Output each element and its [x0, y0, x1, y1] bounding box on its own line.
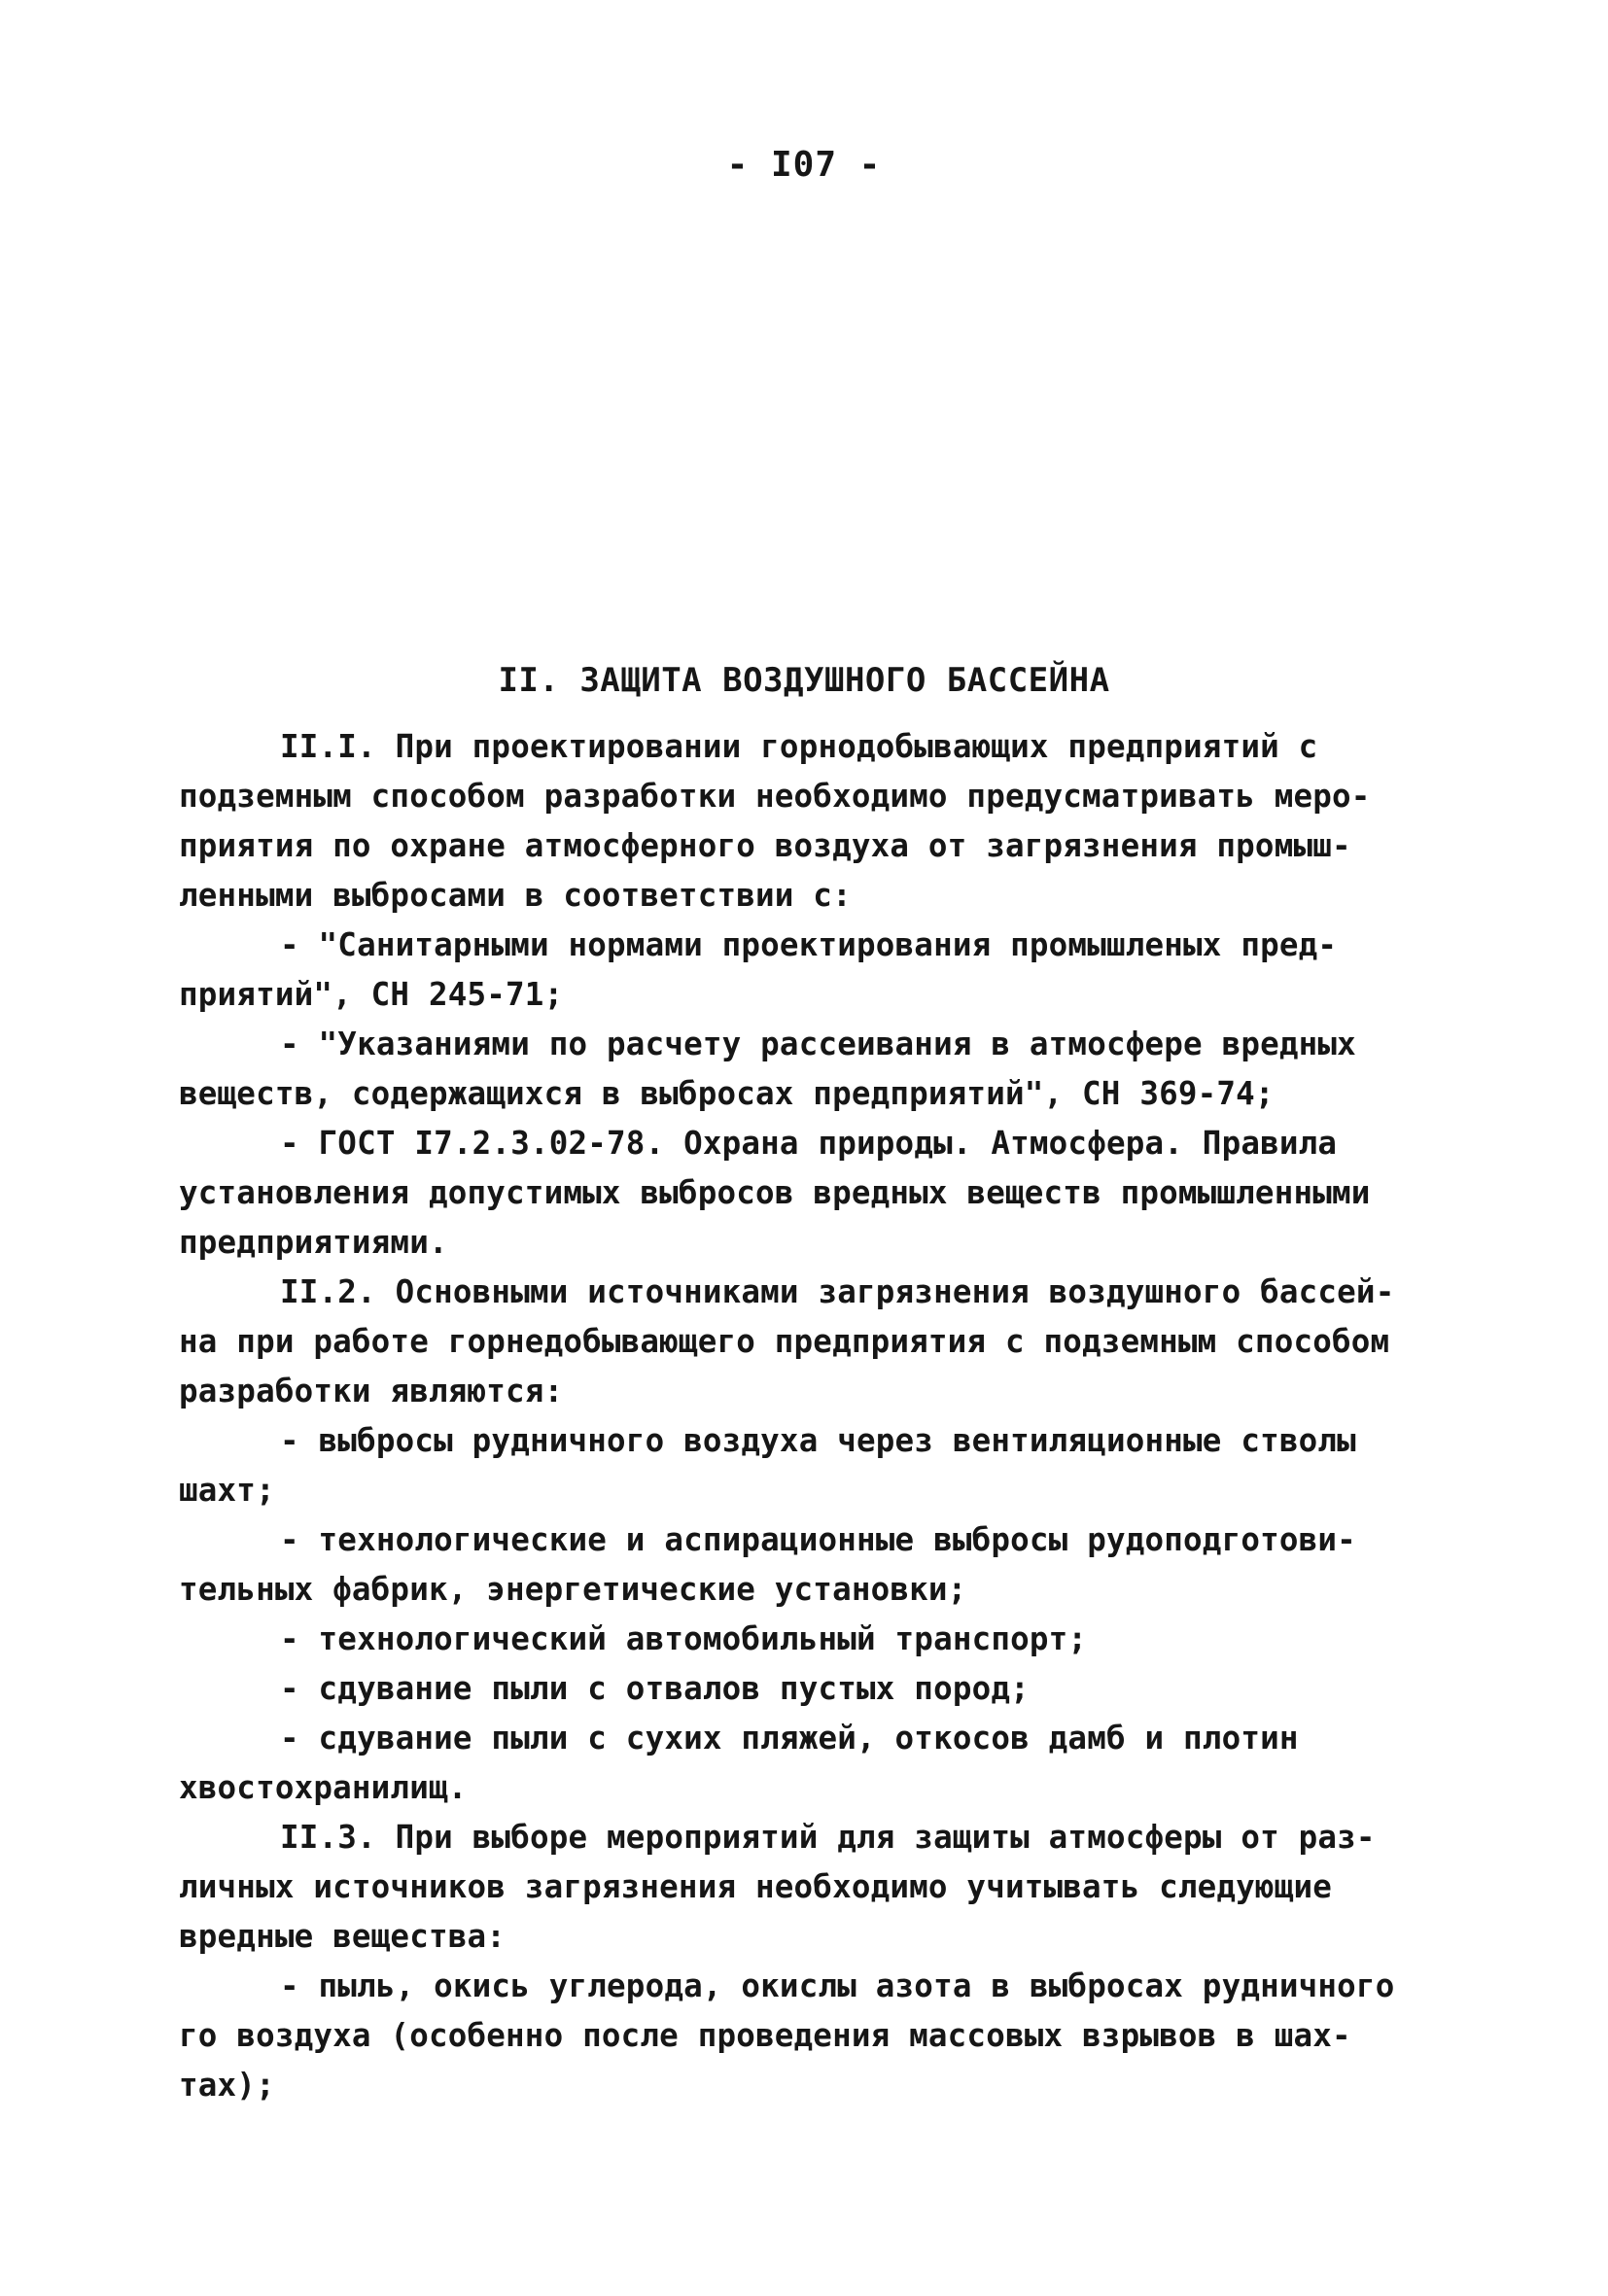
- section-title: II. ЗАЩИТА ВОЗДУШНОГО БАССЕЙНА: [498, 661, 1110, 700]
- page-number: - I07 -: [726, 145, 882, 185]
- paragraph-line: II.3. При выборе мероприятий для защиты атмосферы от раз-: [280, 1819, 1376, 1856]
- list-item-line: установления допустимых выбросов вредных веществ промышленными: [179, 1174, 1371, 1211]
- list-item-line: тах);: [179, 2067, 275, 2104]
- list-item-line: хвостохранилищ.: [179, 1769, 468, 1806]
- paragraph-line: ленными выбросами в соответствии с:: [179, 877, 852, 914]
- list-item-line: шахт;: [179, 1472, 275, 1509]
- paragraph-line: вредные вещества:: [179, 1918, 507, 1955]
- list-item-line: - выбросы рудничного воздуха через вентиляционные стволы: [280, 1422, 1356, 1459]
- paragraph-line: личных источников загрязнения необходимо учитывать следующие: [179, 1868, 1332, 1905]
- list-item-line: го воздуха (особенно после проведения массовых взрывов в шах-: [179, 2017, 1351, 2054]
- paragraph-line: II.2. Основными источниками загрязнения воздушного бассей-: [280, 1273, 1395, 1310]
- list-item-line: предприятиями.: [179, 1224, 448, 1261]
- list-item-line: - ГОСТ I7.2.3.02-78. Охрана природы. Атмосфера. Правила: [280, 1125, 1338, 1162]
- list-item-line: тельных фабрик, энергетические установки;: [179, 1571, 967, 1608]
- paragraph-line: разработки являются:: [179, 1373, 564, 1409]
- paragraph-line: на при работе горнедобывающего предприятия с подземным способом: [179, 1323, 1390, 1360]
- list-item-line: - сдувание пыли с отвалов пустых пород;: [280, 1670, 1030, 1707]
- list-item-line: приятий", СН 245-71;: [179, 976, 564, 1013]
- paragraph-line: II.I. При проектировании горнодобывающих предприятий с: [280, 728, 1318, 765]
- list-item-line: - "Санитарными нормами проектирования промышленых пред-: [280, 926, 1338, 963]
- list-item-line: - технологические и аспирационные выбросы рудоподготови-: [280, 1521, 1356, 1558]
- list-item-line: веществ, содержащихся в выбросах предприятий", СН 369-74;: [179, 1075, 1275, 1112]
- paragraph-line: приятия по охране атмосферного воздуха от загрязнения промыш-: [179, 827, 1351, 864]
- list-item-line: - пыль, окись углерода, окислы азота в выбросах рудничного: [280, 1967, 1395, 2004]
- paragraph-line: подземным способом разработки необходимо предусматривать меро-: [179, 778, 1371, 815]
- list-item-line: - технологический автомобильный транспорт;: [280, 1620, 1088, 1657]
- list-item-line: - сдувание пыли с сухих пляжей, откосов дамб и плотин: [280, 1720, 1299, 1757]
- list-item-line: - "Указаниями по расчету рассеивания в атмосфере вредных: [280, 1026, 1356, 1062]
